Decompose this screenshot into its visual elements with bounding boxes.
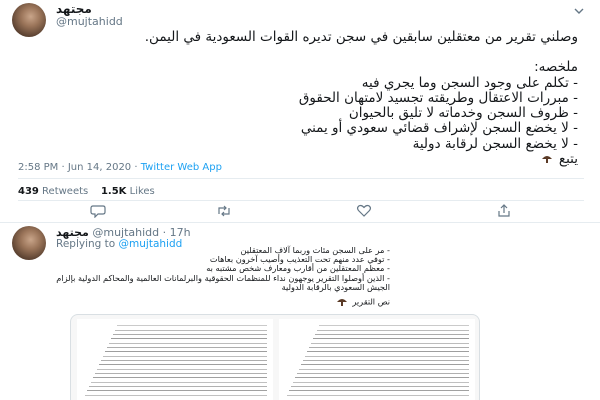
document-text-line [289,390,469,391]
tweet-line: - مبررات الاعتقال وطريقته تجسيد لامتهان الحقوق [298,89,578,106]
attached-document-image[interactable] [70,314,480,400]
divider [18,200,584,201]
document-text-line [105,351,267,352]
document-text-line [311,343,469,344]
tweet-line: - ظروف السجن وخدماته لا تليق بالحيوان [348,105,578,122]
document-text-line [297,373,469,374]
author-handle[interactable]: @mujtahidd [56,15,123,28]
likes-label: Likes [126,186,155,197]
tweet-timestamp [18,162,222,173]
reply-icon[interactable] [90,204,106,218]
document-text-line [89,386,267,387]
retweets-stat[interactable] [18,186,88,197]
follow-text: يتبع [558,151,578,168]
mushroom-emoji-icon [541,154,553,164]
document-text-line [117,325,267,326]
reply-time[interactable]: · 17h [159,226,191,239]
document-text-line [97,369,267,370]
document-page [77,319,273,400]
document-text-line [295,377,469,378]
reply-author-name[interactable]: مجتهد [56,226,89,239]
document-text-line [87,390,267,391]
reply-author-handle[interactable]: @mujtahidd [92,226,160,239]
document-text-line [113,334,267,335]
reply-line: الجيش السعودي بالرقابة الدولية [281,281,390,292]
document-text-line [109,343,267,344]
divider [18,178,584,179]
document-text-line [103,356,267,357]
document-text-line [291,386,469,387]
action-bar [0,204,600,224]
reply-line: - توفي عدد منهم تحت التعذيب وأصيب آخرون بعاهات [209,254,390,265]
share-icon[interactable] [496,204,512,218]
replying-prefix: Replying to [56,238,119,250]
document-text-line [107,347,267,348]
reply-line: - الذين أوصلوا التقرير يوجهون نداء للمنظمات الحقوقية والبرلمانات العالمية والمحاكم الدولية بإلزام [56,272,390,283]
document-text-line [101,360,267,361]
document-text-line [299,369,469,370]
author-name[interactable]: مجتهد [56,2,92,16]
heart-icon[interactable] [356,204,372,218]
reply-line: - معظم المعتقلين من أقارب ومعارف شخص مشتبه به [206,263,390,274]
document-text-line [85,395,267,396]
reply-line: - مر على السجن مئات وربما آلاف المعتقلين [240,245,390,255]
tweet-blank-line [18,45,578,60]
likes-stat[interactable] [101,186,155,197]
tweet-line: - تكلم على وجود السجن وما يجري فيه [361,74,578,91]
timestamp-text[interactable]: 2:58 PM · Jun 14, 2020 · [18,162,141,173]
tweet-line: وصلني تقرير من معتقلين سابقين في سجن تديره القوات السعودية في اليمن. [144,29,578,45]
document-text-line [309,347,469,348]
likes-count: 1.5K [100,186,127,197]
document-text-line [305,356,469,357]
document-text-line [287,395,469,396]
document-text-line [111,338,267,339]
document-text-line [93,377,267,378]
reply-text [20,246,390,306]
retweet-icon[interactable] [216,204,232,218]
mushroom-emoji-icon [336,297,348,307]
retweets-label: Retweets [38,186,89,197]
tweet-text [18,30,578,167]
tweet-stats [18,186,155,197]
document-text-line [317,330,469,331]
document-text-line [95,373,267,374]
document-text-line [91,382,267,383]
doc-label: نص التقرير [352,296,390,307]
replying-to-link[interactable]: @mujtahidd [118,238,183,250]
document-text-line [115,330,267,331]
chevron-down-icon[interactable] [574,6,584,16]
retweets-count: 439 [18,186,39,197]
tweet-line: - لا يخضع السجن لرقابة دولية [412,135,578,152]
document-text-line [99,364,267,365]
doc-label-line [20,297,390,306]
document-text-line [293,382,469,383]
tweet-line: - لا يخضع السجن لإشراف قضائي سعودي أو يمني [300,120,578,137]
source-app-link[interactable]: Twitter Web App [140,162,222,173]
document-text-line [313,338,469,339]
document-text-line [301,364,469,365]
document-text-line [307,351,469,352]
document-text-line [319,325,469,326]
divider [0,222,600,223]
tweet-line: ملخصه: [534,59,578,76]
document-page [279,319,475,400]
document-text-line [303,360,469,361]
document-text-line [315,334,469,335]
